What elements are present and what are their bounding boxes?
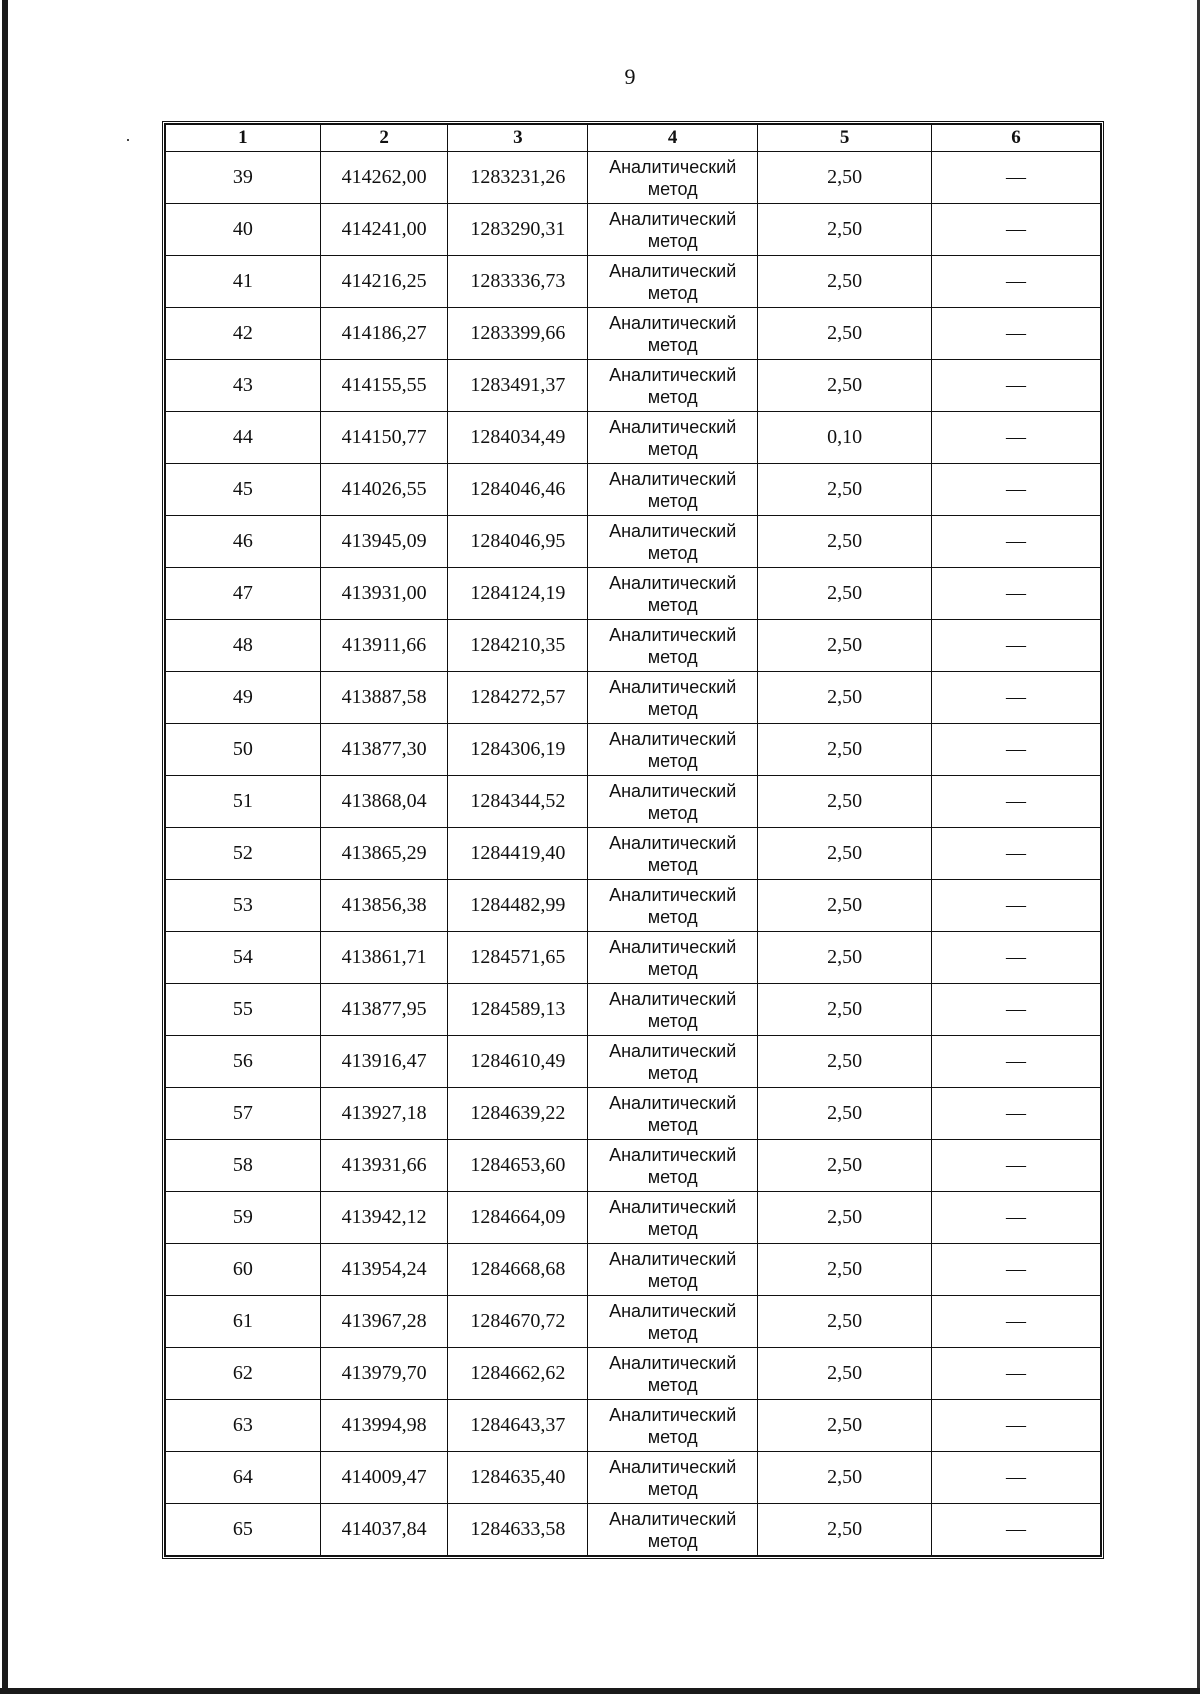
note-cell: —	[932, 1348, 1101, 1400]
point-number-cell: 46	[166, 516, 321, 568]
table-row	[166, 516, 1101, 568]
note-cell: —	[932, 464, 1101, 516]
x-coordinate-cell: 413865,29	[320, 828, 448, 880]
point-number-cell: 59	[166, 1192, 321, 1244]
note-cell: —	[932, 828, 1101, 880]
note-cell: —	[932, 568, 1101, 620]
y-coordinate-cell: 1284306,19	[448, 724, 588, 776]
note-cell: —	[932, 672, 1101, 724]
point-number-cell: 44	[166, 412, 321, 464]
accuracy-cell: 0,10	[758, 412, 932, 464]
table-row	[166, 1192, 1101, 1244]
accuracy-cell: 2,50	[758, 1140, 932, 1192]
note-cell: —	[932, 1140, 1101, 1192]
table-row	[166, 932, 1101, 984]
method-cell: Аналитический метод	[588, 932, 758, 984]
method-cell: Аналитический метод	[588, 1452, 758, 1504]
point-number-cell: 57	[166, 1088, 321, 1140]
x-coordinate-cell: 413877,95	[320, 984, 448, 1036]
point-number-cell: 47	[166, 568, 321, 620]
table-row	[166, 984, 1101, 1036]
y-coordinate-cell: 1284662,62	[448, 1348, 588, 1400]
accuracy-cell: 2,50	[758, 1452, 932, 1504]
point-number-cell: 45	[166, 464, 321, 516]
x-coordinate-cell: 414216,25	[320, 256, 448, 308]
y-coordinate-cell: 1284639,22	[448, 1088, 588, 1140]
page-number: 9	[624, 64, 636, 89]
method-cell: Аналитический метод	[588, 152, 758, 204]
scan-speck	[127, 139, 129, 141]
table-row	[166, 308, 1101, 360]
y-coordinate-cell: 1284668,68	[448, 1244, 588, 1296]
y-coordinate-cell: 1284589,13	[448, 984, 588, 1036]
x-coordinate-cell: 413931,66	[320, 1140, 448, 1192]
coordinates-table	[165, 124, 1101, 1556]
point-number-cell: 56	[166, 1036, 321, 1088]
point-number-cell: 39	[166, 152, 321, 204]
point-number-cell: 48	[166, 620, 321, 672]
x-coordinate-cell: 413931,00	[320, 568, 448, 620]
accuracy-cell: 2,50	[758, 724, 932, 776]
y-coordinate-cell: 1284482,99	[448, 880, 588, 932]
method-cell: Аналитический метод	[588, 880, 758, 932]
y-coordinate-cell: 1284610,49	[448, 1036, 588, 1088]
y-coordinate-cell: 1283290,31	[448, 204, 588, 256]
coordinates-table-frame	[162, 121, 1104, 1559]
x-coordinate-cell: 413861,71	[320, 932, 448, 984]
table-row	[166, 1036, 1101, 1088]
note-cell: —	[932, 1088, 1101, 1140]
point-number-cell: 54	[166, 932, 321, 984]
column-header: 3	[448, 125, 588, 152]
note-cell: —	[932, 1296, 1101, 1348]
accuracy-cell: 2,50	[758, 828, 932, 880]
x-coordinate-cell: 413979,70	[320, 1348, 448, 1400]
x-coordinate-cell: 414155,55	[320, 360, 448, 412]
method-cell: Аналитический метод	[588, 1244, 758, 1296]
scan-border-left	[2, 0, 8, 1694]
method-cell: Аналитический метод	[588, 516, 758, 568]
point-number-cell: 60	[166, 1244, 321, 1296]
x-coordinate-cell: 414186,27	[320, 308, 448, 360]
x-coordinate-cell: 414150,77	[320, 412, 448, 464]
x-coordinate-cell: 413868,04	[320, 776, 448, 828]
table-row	[166, 204, 1101, 256]
y-coordinate-cell: 1284635,40	[448, 1452, 588, 1504]
note-cell: —	[932, 620, 1101, 672]
method-cell: Аналитический метод	[588, 204, 758, 256]
method-cell: Аналитический метод	[588, 1036, 758, 1088]
method-cell: Аналитический метод	[588, 1400, 758, 1452]
point-number-cell: 51	[166, 776, 321, 828]
table-row	[166, 1244, 1101, 1296]
y-coordinate-cell: 1284653,60	[448, 1140, 588, 1192]
point-number-cell: 64	[166, 1452, 321, 1504]
note-cell: —	[932, 880, 1101, 932]
accuracy-cell: 2,50	[758, 1400, 932, 1452]
y-coordinate-cell: 1284633,58	[448, 1504, 588, 1556]
point-number-cell: 62	[166, 1348, 321, 1400]
x-coordinate-cell: 413942,12	[320, 1192, 448, 1244]
note-cell: —	[932, 412, 1101, 464]
accuracy-cell: 2,50	[758, 204, 932, 256]
table-body	[166, 152, 1101, 1556]
accuracy-cell: 2,50	[758, 1504, 932, 1556]
note-cell: —	[932, 932, 1101, 984]
accuracy-cell: 2,50	[758, 256, 932, 308]
table-row	[166, 724, 1101, 776]
accuracy-cell: 2,50	[758, 880, 932, 932]
table-row	[166, 1504, 1101, 1556]
accuracy-cell: 2,50	[758, 568, 932, 620]
accuracy-cell: 2,50	[758, 516, 932, 568]
column-header: 5	[758, 125, 932, 152]
table-row	[166, 1452, 1101, 1504]
table-row	[166, 880, 1101, 932]
column-header: 6	[932, 125, 1101, 152]
x-coordinate-cell: 414026,55	[320, 464, 448, 516]
accuracy-cell: 2,50	[758, 1348, 932, 1400]
accuracy-cell: 2,50	[758, 776, 932, 828]
accuracy-cell: 2,50	[758, 932, 932, 984]
y-coordinate-cell: 1284419,40	[448, 828, 588, 880]
y-coordinate-cell: 1284571,65	[448, 932, 588, 984]
note-cell: —	[932, 256, 1101, 308]
point-number-cell: 41	[166, 256, 321, 308]
method-cell: Аналитический метод	[588, 308, 758, 360]
note-cell: —	[932, 308, 1101, 360]
x-coordinate-cell: 414241,00	[320, 204, 448, 256]
method-cell: Аналитический метод	[588, 776, 758, 828]
accuracy-cell: 2,50	[758, 1036, 932, 1088]
method-cell: Аналитический метод	[588, 256, 758, 308]
x-coordinate-cell: 414262,00	[320, 152, 448, 204]
note-cell: —	[932, 1036, 1101, 1088]
y-coordinate-cell: 1283399,66	[448, 308, 588, 360]
column-header: 4	[588, 125, 758, 152]
note-cell: —	[932, 152, 1101, 204]
y-coordinate-cell: 1283491,37	[448, 360, 588, 412]
x-coordinate-cell: 413911,66	[320, 620, 448, 672]
note-cell: —	[932, 204, 1101, 256]
y-coordinate-cell: 1283336,73	[448, 256, 588, 308]
note-cell: —	[932, 516, 1101, 568]
table-row	[166, 1140, 1101, 1192]
x-coordinate-cell: 413994,98	[320, 1400, 448, 1452]
point-number-cell: 61	[166, 1296, 321, 1348]
y-coordinate-cell: 1284046,46	[448, 464, 588, 516]
point-number-cell: 53	[166, 880, 321, 932]
note-cell: —	[932, 360, 1101, 412]
note-cell: —	[932, 1504, 1101, 1556]
table-row	[166, 828, 1101, 880]
table-row	[166, 464, 1101, 516]
method-cell: Аналитический метод	[588, 1140, 758, 1192]
x-coordinate-cell: 414009,47	[320, 1452, 448, 1504]
table-row	[166, 412, 1101, 464]
point-number-cell: 58	[166, 1140, 321, 1192]
x-coordinate-cell: 413967,28	[320, 1296, 448, 1348]
table-row	[166, 776, 1101, 828]
y-coordinate-cell: 1284643,37	[448, 1400, 588, 1452]
method-cell: Аналитический метод	[588, 724, 758, 776]
point-number-cell: 63	[166, 1400, 321, 1452]
accuracy-cell: 2,50	[758, 984, 932, 1036]
point-number-cell: 55	[166, 984, 321, 1036]
accuracy-cell: 2,50	[758, 1244, 932, 1296]
table-header-row	[166, 125, 1101, 152]
x-coordinate-cell: 413916,47	[320, 1036, 448, 1088]
table-row	[166, 1348, 1101, 1400]
accuracy-cell: 2,50	[758, 1296, 932, 1348]
y-coordinate-cell: 1283231,26	[448, 152, 588, 204]
point-number-cell: 49	[166, 672, 321, 724]
accuracy-cell: 2,50	[758, 360, 932, 412]
accuracy-cell: 2,50	[758, 152, 932, 204]
point-number-cell: 50	[166, 724, 321, 776]
column-header: 1	[166, 125, 321, 152]
method-cell: Аналитический метод	[588, 672, 758, 724]
table-row	[166, 152, 1101, 204]
table-row	[166, 1400, 1101, 1452]
point-number-cell: 40	[166, 204, 321, 256]
table-row	[166, 1088, 1101, 1140]
table-row	[166, 672, 1101, 724]
table-row	[166, 256, 1101, 308]
method-cell: Аналитический метод	[588, 1088, 758, 1140]
y-coordinate-cell: 1284344,52	[448, 776, 588, 828]
method-cell: Аналитический метод	[588, 1504, 758, 1556]
point-number-cell: 43	[166, 360, 321, 412]
table-row	[166, 568, 1101, 620]
accuracy-cell: 2,50	[758, 1192, 932, 1244]
x-coordinate-cell: 414037,84	[320, 1504, 448, 1556]
accuracy-cell: 2,50	[758, 464, 932, 516]
x-coordinate-cell: 413877,30	[320, 724, 448, 776]
y-coordinate-cell: 1284124,19	[448, 568, 588, 620]
accuracy-cell: 2,50	[758, 1088, 932, 1140]
y-coordinate-cell: 1284034,49	[448, 412, 588, 464]
note-cell: —	[932, 984, 1101, 1036]
method-cell: Аналитический метод	[588, 1296, 758, 1348]
x-coordinate-cell: 413927,18	[320, 1088, 448, 1140]
note-cell: —	[932, 776, 1101, 828]
method-cell: Аналитический метод	[588, 464, 758, 516]
y-coordinate-cell: 1284046,95	[448, 516, 588, 568]
column-header: 2	[320, 125, 448, 152]
table-row	[166, 360, 1101, 412]
note-cell: —	[932, 1452, 1101, 1504]
method-cell: Аналитический метод	[588, 620, 758, 672]
point-number-cell: 42	[166, 308, 321, 360]
method-cell: Аналитический метод	[588, 412, 758, 464]
method-cell: Аналитический метод	[588, 568, 758, 620]
method-cell: Аналитический метод	[588, 360, 758, 412]
note-cell: —	[932, 724, 1101, 776]
y-coordinate-cell: 1284664,09	[448, 1192, 588, 1244]
method-cell: Аналитический метод	[588, 1348, 758, 1400]
method-cell: Аналитический метод	[588, 984, 758, 1036]
accuracy-cell: 2,50	[758, 308, 932, 360]
scan-border-bottom	[0, 1688, 1200, 1694]
x-coordinate-cell: 413856,38	[320, 880, 448, 932]
note-cell: —	[932, 1400, 1101, 1452]
accuracy-cell: 2,50	[758, 672, 932, 724]
x-coordinate-cell: 413887,58	[320, 672, 448, 724]
y-coordinate-cell: 1284670,72	[448, 1296, 588, 1348]
method-cell: Аналитический метод	[588, 1192, 758, 1244]
point-number-cell: 52	[166, 828, 321, 880]
table-row	[166, 620, 1101, 672]
x-coordinate-cell: 413945,09	[320, 516, 448, 568]
note-cell: —	[932, 1192, 1101, 1244]
method-cell: Аналитический метод	[588, 828, 758, 880]
note-cell: —	[932, 1244, 1101, 1296]
point-number-cell: 65	[166, 1504, 321, 1556]
x-coordinate-cell: 413954,24	[320, 1244, 448, 1296]
y-coordinate-cell: 1284210,35	[448, 620, 588, 672]
y-coordinate-cell: 1284272,57	[448, 672, 588, 724]
table-row	[166, 1296, 1101, 1348]
accuracy-cell: 2,50	[758, 620, 932, 672]
